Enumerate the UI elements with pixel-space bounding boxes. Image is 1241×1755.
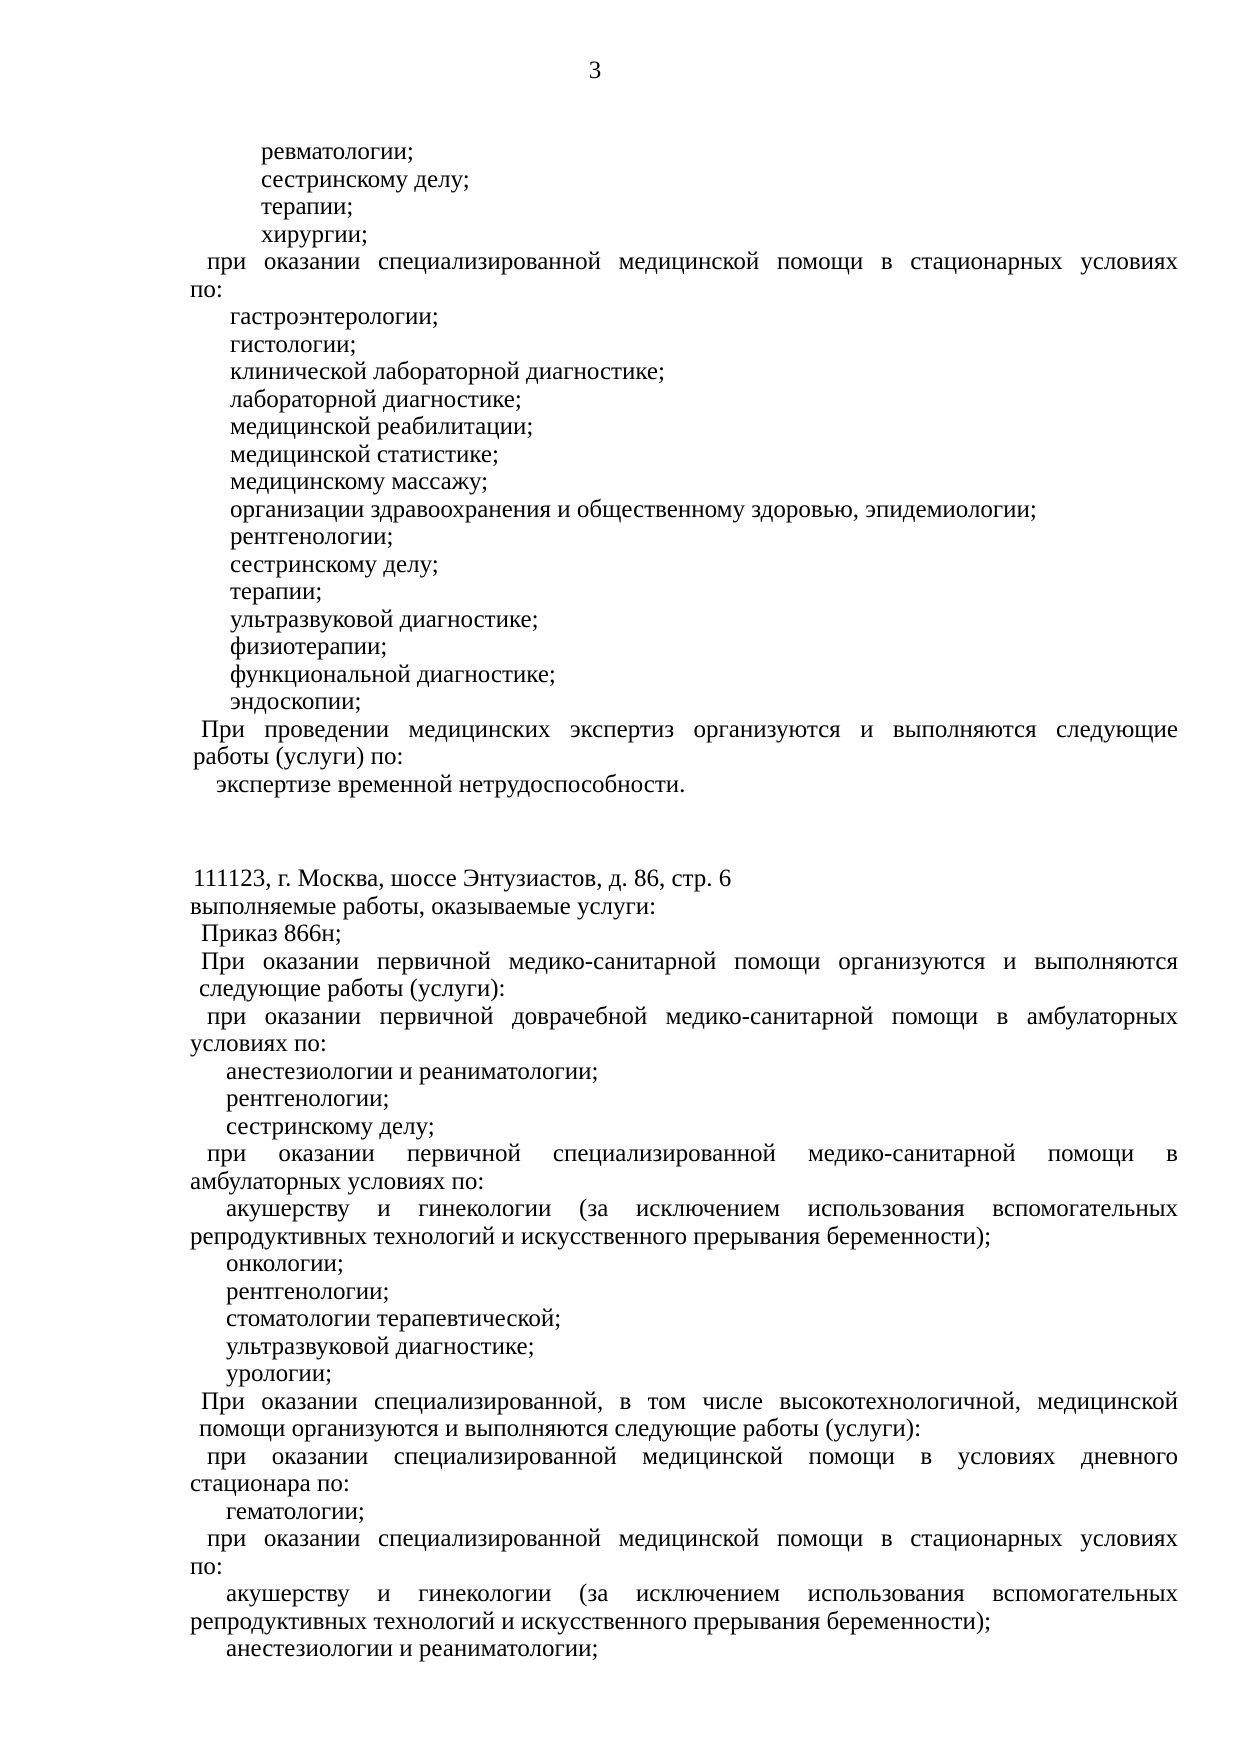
- document-line: при оказании первичной доврачебной медико-санитарной помощи в амбулаторных: [207, 1002, 1178, 1030]
- document-line: репродуктивных технологий и искусственного прерывания беременности);: [190, 1607, 992, 1635]
- document-line: амбулаторных условиях по:: [190, 1167, 485, 1195]
- text-column: [190, 138, 1178, 1663]
- document-line: при оказании специализированной медицинской помощи в условиях дневного: [207, 1442, 1178, 1470]
- document-line: лабораторной диагностике;: [230, 385, 522, 413]
- document-line: анестезиологии и реаниматологии;: [226, 1635, 599, 1662]
- document-line: сестринскому делу;: [226, 1112, 435, 1140]
- document-line: ультразвуковой диагностике;: [226, 1332, 535, 1360]
- document-line: 111123, г. Москва, шоссе Энтузиастов, д. 86, стр. 6: [193, 865, 732, 892]
- document-line: рентгенологии;: [226, 1085, 390, 1112]
- document-line: ультразвуковой диагностике;: [230, 605, 539, 633]
- document-line: При оказании специализированной, в том числе высокотехнологичной, медицинской: [201, 1387, 1178, 1415]
- document-line: при оказании первичной специализированной медико-санитарной помощи в: [207, 1140, 1178, 1167]
- document-line: рентгенологии;: [230, 523, 394, 550]
- document-line: экспертизе временной нетрудоспособности.: [216, 770, 686, 798]
- document-line: медицинскому массажу;: [230, 468, 489, 495]
- document-line: функциональной диагностике;: [230, 660, 556, 688]
- document-line: сестринскому делу;: [261, 165, 470, 193]
- document-line: гастроэнтерологии;: [230, 303, 439, 330]
- document-line: рентгенологии;: [226, 1277, 390, 1305]
- document-line: терапии;: [230, 578, 323, 605]
- document-line: условиях по:: [190, 1030, 327, 1057]
- document-line: сестринскому делу;: [230, 550, 439, 578]
- document-line: по:: [190, 1552, 223, 1580]
- document-line: при оказании специализированной медицинской помощи в стационарных условиях: [207, 248, 1178, 275]
- document-line: организации здравоохранения и общественному здоровью, эпидемиологии;: [230, 495, 1037, 523]
- document-line: выполняемые работы, оказываемые услуги:: [190, 892, 657, 920]
- document-line: клинической лабораторной диагностике;: [230, 358, 665, 385]
- document-line: следующие работы (услуги):: [199, 975, 506, 1002]
- page-number: 3: [588, 57, 602, 84]
- document-line: При оказании первичной медико-санитарной помощи организуются и выполняются: [201, 947, 1178, 975]
- document-line: по:: [190, 275, 223, 303]
- document-line: гистологии;: [230, 330, 357, 358]
- document-line: при оказании специализированной медицинской помощи в стационарных условиях: [207, 1525, 1178, 1552]
- document-line: медицинской статистике;: [230, 440, 499, 468]
- section-gap: [190, 798, 1178, 865]
- document-line: стоматологии терапевтической;: [226, 1305, 562, 1332]
- document-line: акушерству и гинекологии (за исключением использования вспомогательных: [226, 1195, 1178, 1222]
- document-line: анестезиологии и реаниматологии;: [226, 1057, 599, 1085]
- document-line: При проведении медицинских экспертиз организуются и выполняются следующие: [201, 715, 1178, 743]
- document-line: терапии;: [261, 193, 354, 220]
- document-line: репродуктивных технологий и искусственного прерывания беременности);: [190, 1222, 992, 1250]
- document-line: медицинской реабилитации;: [230, 413, 534, 440]
- document-line: урологии;: [226, 1360, 333, 1387]
- document-line: эндоскопии;: [230, 688, 362, 715]
- document-line: ревматологии;: [261, 138, 414, 165]
- document-line: работы (услуги) по:: [193, 743, 404, 770]
- document-line: акушерству и гинекологии (за исключением использования вспомогательных: [226, 1580, 1178, 1607]
- document-line: помощи организуются и выполняются следующие работы (услуги):: [199, 1415, 922, 1442]
- document-line: хирургии;: [261, 220, 369, 248]
- document-line: онкологии;: [226, 1250, 344, 1277]
- document-line: Приказ 866н;: [201, 920, 342, 947]
- document-line: гематологии;: [226, 1497, 365, 1525]
- document-line: физиотерапии;: [230, 633, 388, 660]
- document-line: стационара по:: [190, 1470, 350, 1497]
